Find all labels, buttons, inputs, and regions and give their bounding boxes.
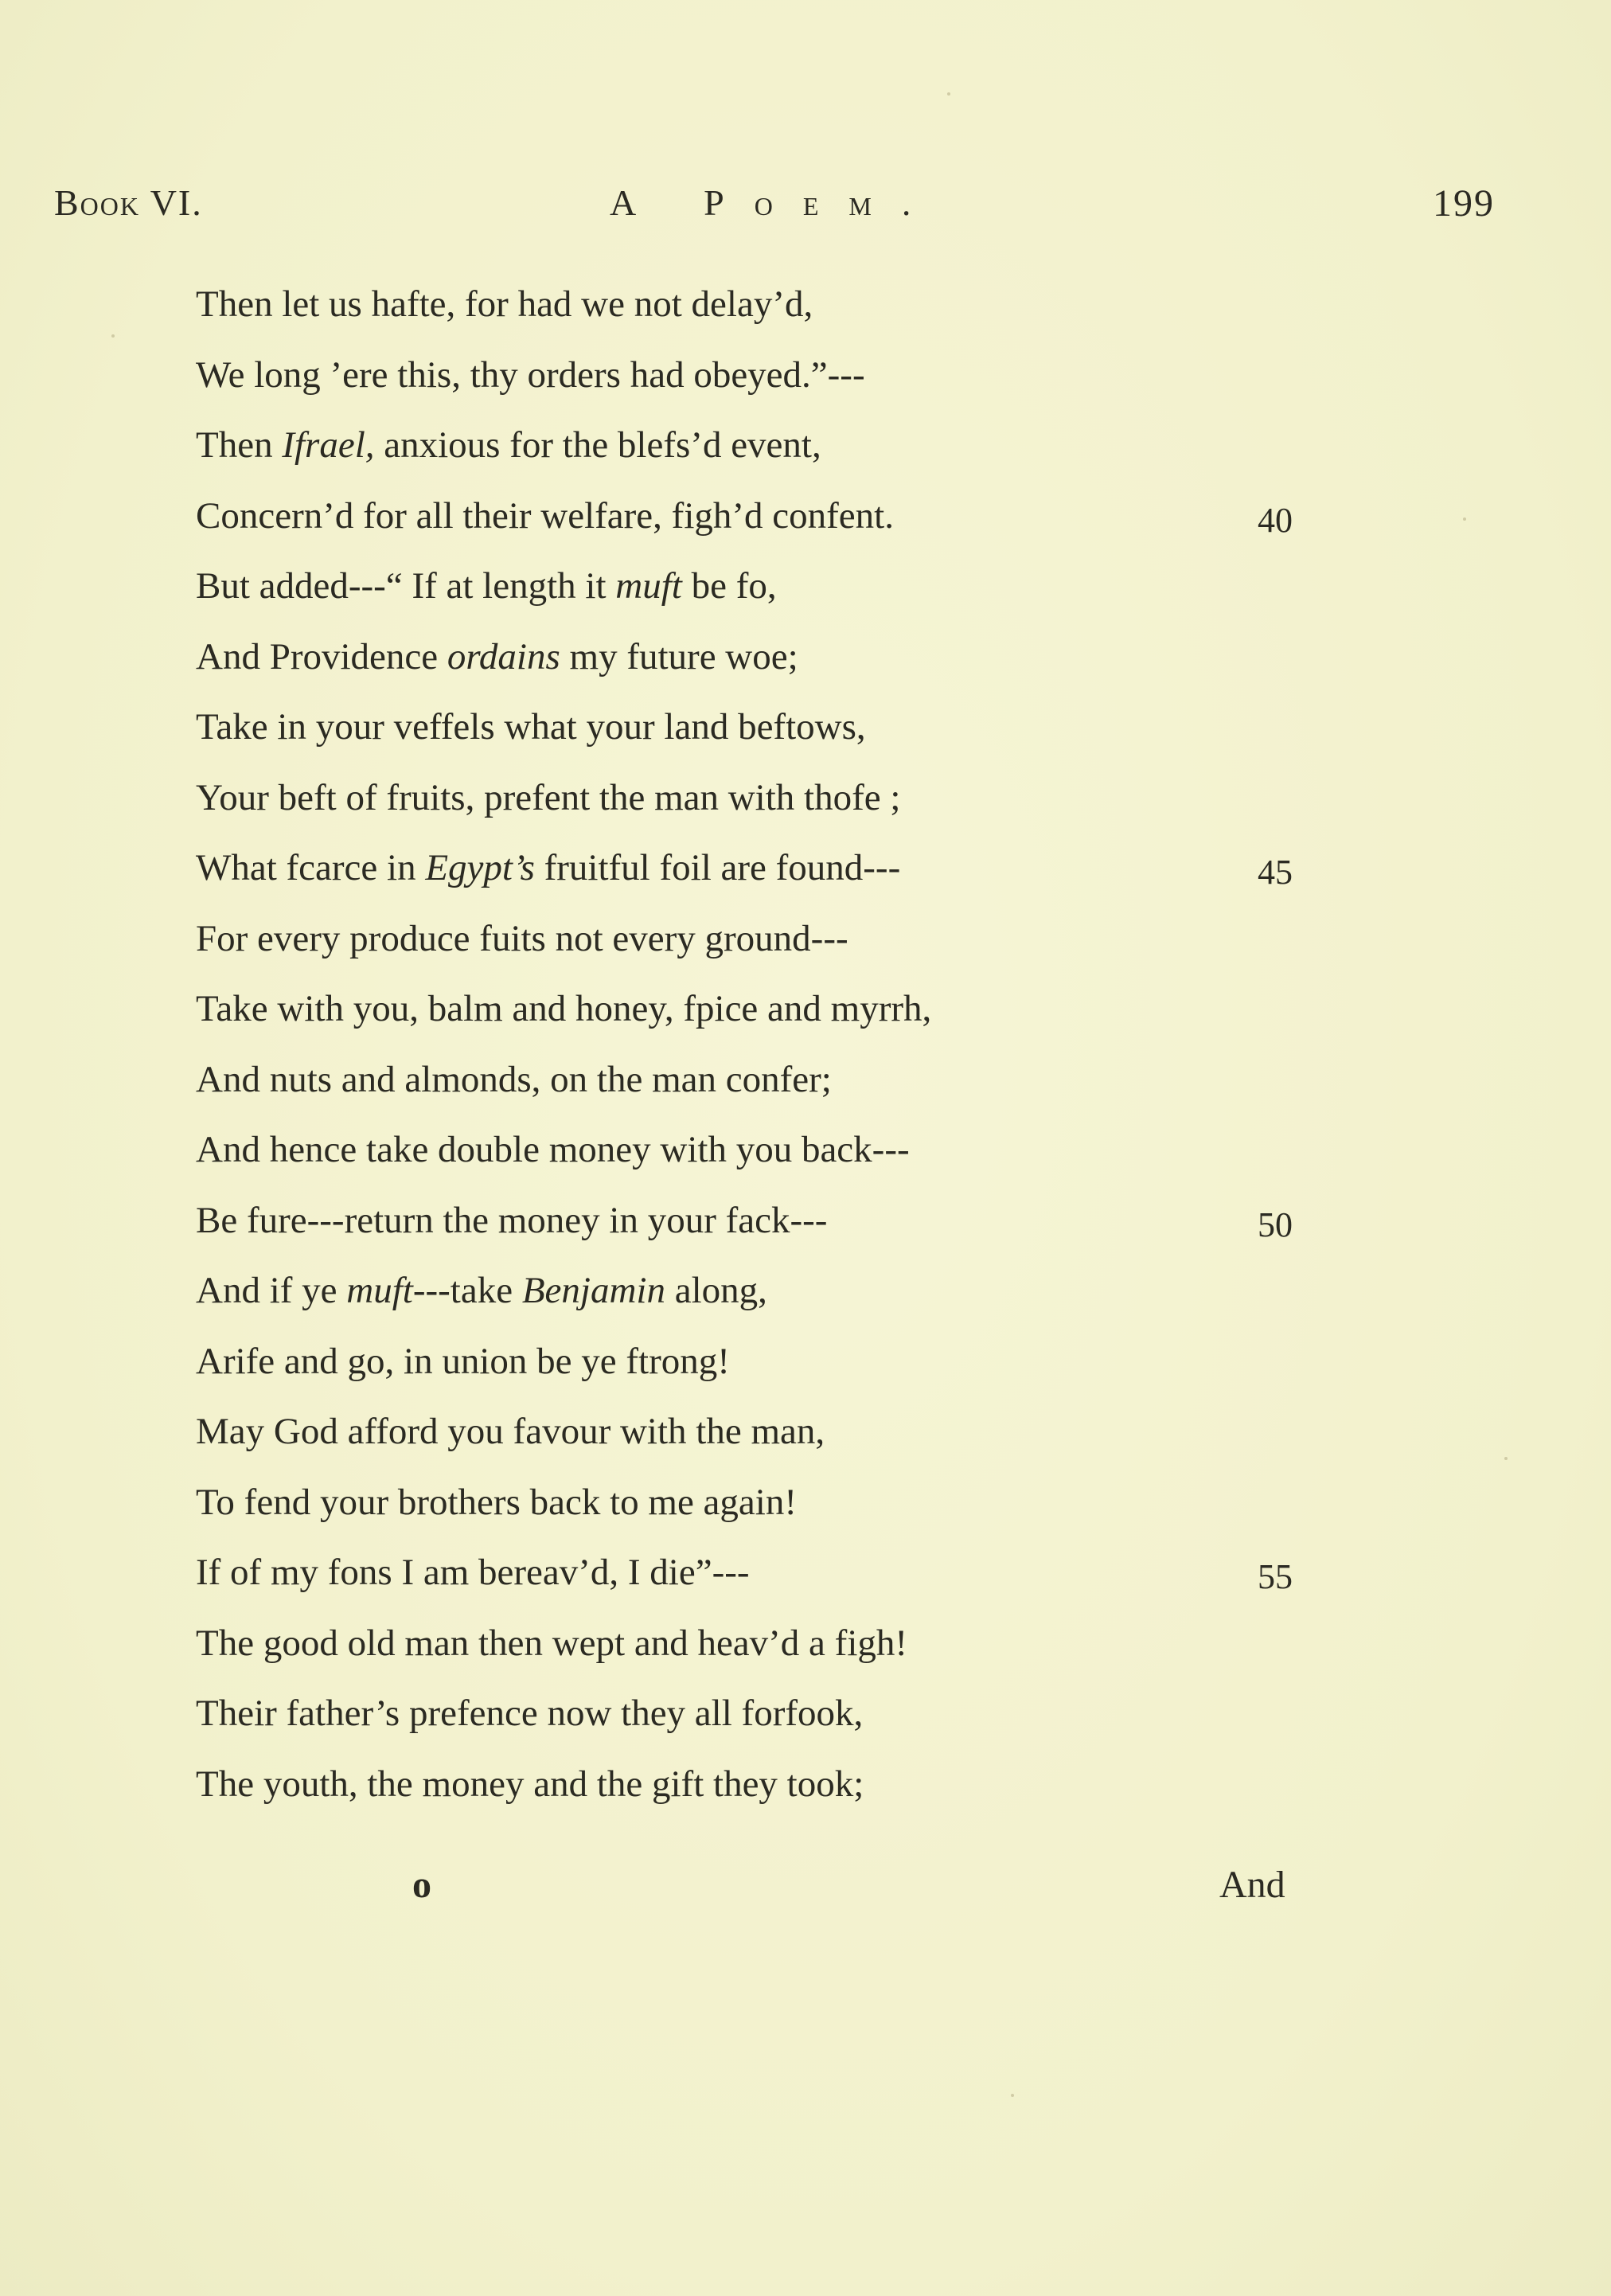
poem-line-text — [196, 1200, 827, 1241]
italic-word: Benjamin — [521, 1270, 665, 1311]
poem-line — [196, 280, 1390, 351]
poem-line-text — [196, 354, 865, 396]
book-label: Book — [54, 182, 141, 223]
line-number: 45 — [1258, 853, 1293, 892]
poem-line — [196, 1478, 1390, 1549]
line-segment: be fo, — [681, 565, 777, 607]
line-segment: Arife and go, in union be ye ftrong! — [196, 1340, 730, 1382]
book-indicator — [54, 182, 203, 224]
paper-speck — [1504, 1457, 1508, 1460]
paper-speck — [1463, 517, 1466, 521]
line-segment: The youth, the money and the gift they took; — [196, 1763, 864, 1805]
line-segment: Your beft of fruits, prefent the man with thofe ; — [196, 776, 901, 818]
line-number: 50 — [1258, 1205, 1293, 1244]
poem-line-text — [196, 636, 798, 677]
poem-line-text — [196, 1622, 907, 1664]
poem-line — [196, 633, 1390, 704]
line-segment: And hence take double money with you back--- — [196, 1129, 910, 1170]
poem-line — [196, 1689, 1390, 1760]
line-segment: And nuts and almonds, on the man confer; — [196, 1058, 832, 1100]
poem-line — [196, 1548, 1390, 1619]
line-segment: If of my fons I am bereav’d, I die”--- — [196, 1552, 750, 1593]
italic-word: muft — [615, 565, 682, 607]
poem-line-text — [196, 565, 777, 607]
poem-line-text — [196, 918, 848, 959]
line-segment: And Providence — [196, 635, 447, 677]
poem-line-text — [196, 495, 894, 537]
line-segment: anxious for the blefs’d event, — [374, 424, 821, 466]
poem-line-text — [196, 1129, 910, 1170]
poem-line — [196, 1267, 1390, 1337]
line-segment: And if ye — [196, 1270, 347, 1311]
italic-word: muft — [346, 1270, 413, 1311]
poem-line-text — [196, 1270, 767, 1311]
line-segment: Take in your veffels what your land beftows, — [196, 706, 866, 748]
page-footer — [0, 1863, 1611, 1927]
paper-speck — [1011, 2094, 1014, 2097]
poem-line — [196, 703, 1390, 774]
paper-speck — [947, 92, 950, 96]
poem-line-text — [196, 777, 900, 818]
poem-line — [196, 844, 1390, 915]
line-segment: ---take — [412, 1270, 522, 1311]
paper-speck — [111, 334, 115, 338]
line-segment: Then — [196, 424, 283, 466]
poem-line-text — [196, 847, 900, 888]
poem-line — [196, 1056, 1390, 1127]
poem-line — [196, 492, 1390, 563]
italic-word: Egypt’s — [425, 847, 535, 888]
line-segment: fruitful foil are found--- — [534, 847, 901, 888]
running-title: A Poem. — [610, 182, 942, 223]
line-segment: The good old man then wept and heav’d a figh! — [196, 1622, 908, 1664]
poem-line-text — [196, 1411, 825, 1452]
line-segment: along, — [665, 1270, 767, 1311]
poem-line — [196, 1619, 1390, 1690]
signature-mark: o — [412, 1864, 431, 1906]
poem-line-text — [196, 1341, 730, 1382]
line-segment: my future woe; — [560, 635, 798, 677]
line-segment: We long ’ere this, thy orders had obeyed.”--- — [196, 353, 865, 396]
italic-word: ordains — [447, 635, 560, 677]
line-segment: But added---“ If at length it — [196, 565, 616, 607]
poem-line — [196, 1337, 1390, 1408]
poem-line — [196, 1408, 1390, 1478]
book-number: VI. — [150, 182, 203, 223]
poem-line-text — [196, 1059, 832, 1100]
line-segment: Concern’d for all their welfare, figh’d confent. — [196, 494, 894, 537]
poem-line — [196, 985, 1390, 1056]
poem-text — [196, 280, 1390, 1830]
poem-line-text — [196, 1552, 750, 1593]
poem-line-text — [196, 1693, 863, 1734]
poem-line-text — [196, 1763, 864, 1805]
poem-line-text — [196, 1482, 797, 1523]
line-segment: May God afford you favour with the man, — [196, 1411, 825, 1452]
italic-word: Ifrael, — [282, 424, 375, 466]
poem-line — [196, 562, 1390, 633]
line-number: 40 — [1258, 500, 1293, 540]
poem-line — [196, 774, 1390, 845]
poem-line — [196, 915, 1390, 986]
line-segment: Their father’s prefence now they all forfook, — [196, 1693, 864, 1734]
poem-line-text — [196, 706, 866, 748]
line-segment: To fend your brothers back to me again! — [196, 1481, 797, 1523]
poem-line — [196, 1126, 1390, 1197]
poem-line-text — [196, 424, 821, 466]
line-segment: Be fure---return the money in your fack--- — [196, 1199, 828, 1241]
poem-line — [196, 351, 1390, 422]
poem-line-text — [196, 283, 813, 325]
line-segment: For every produce fuits not every ground--- — [196, 917, 848, 959]
page-number: 199 — [1433, 182, 1495, 225]
line-segment: Then let us hafte, for had we not delay’d, — [196, 283, 813, 325]
poem-line — [196, 1760, 1390, 1831]
poem-line — [196, 421, 1390, 492]
poem-line-text — [196, 988, 931, 1029]
page-header — [0, 182, 1611, 245]
poem-line — [196, 1197, 1390, 1267]
line-number: 55 — [1258, 1557, 1293, 1596]
catchword: And — [1219, 1864, 1285, 1906]
line-segment: Take with you, balm and honey, fpice and myrrh, — [196, 988, 932, 1029]
line-segment: What fcarce in — [196, 847, 426, 888]
